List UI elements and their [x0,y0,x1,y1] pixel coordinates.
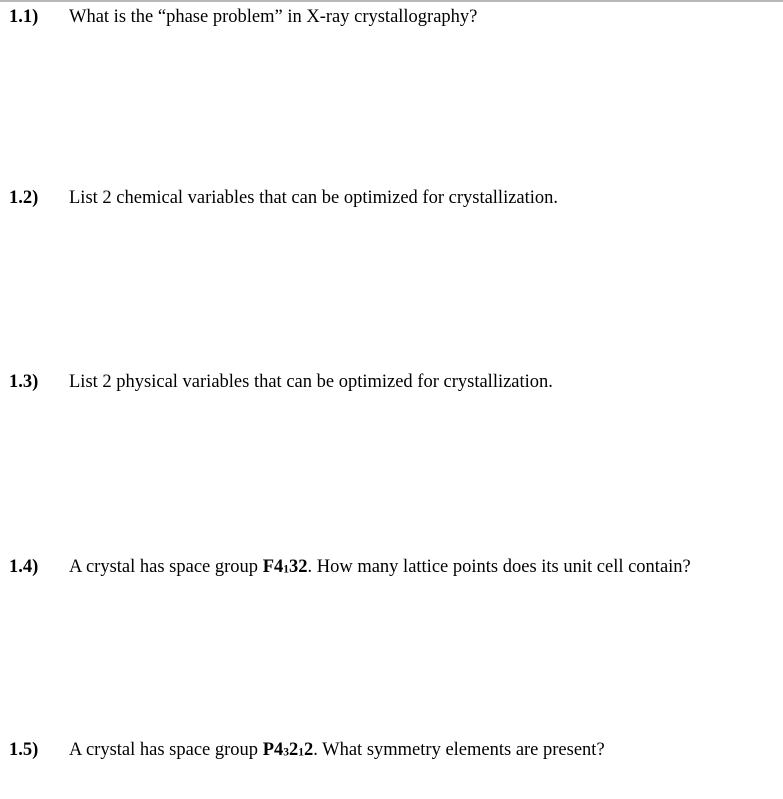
question-text-after: . How many lattice points does its unit cell contain? [307,557,691,577]
space-group-symbol: $F4_132$ [262,557,308,577]
question-text-before: A crystal has space group [69,740,263,760]
question-1-1 [0,5,783,29]
question-number: 1.1) [9,7,39,27]
space-group-symbol: $P4_32_12$ [262,740,314,760]
question-number: 1.5) [9,740,39,760]
question-text-before: A crystal has space group [69,557,263,577]
question-number: 1.2) [9,188,39,208]
question-text: What is the “phase problem” in X-ray crystallography? [69,7,478,27]
question-1-2 [0,186,783,210]
question-text: List 2 chemical variables that can be optimized for crystallization. [69,188,559,208]
question-text [69,555,691,579]
question-text-after: . What symmetry elements are present? [313,740,605,760]
question-number: 1.3) [9,372,39,392]
question-1-5 [0,738,783,762]
question-text [69,738,605,762]
question-text: List 2 physical variables that can be optimized for crystallization. [69,372,553,392]
top-divider [0,0,783,2]
question-1-4 [0,555,783,579]
question-1-3 [0,370,783,394]
question-number: 1.4) [9,557,39,577]
